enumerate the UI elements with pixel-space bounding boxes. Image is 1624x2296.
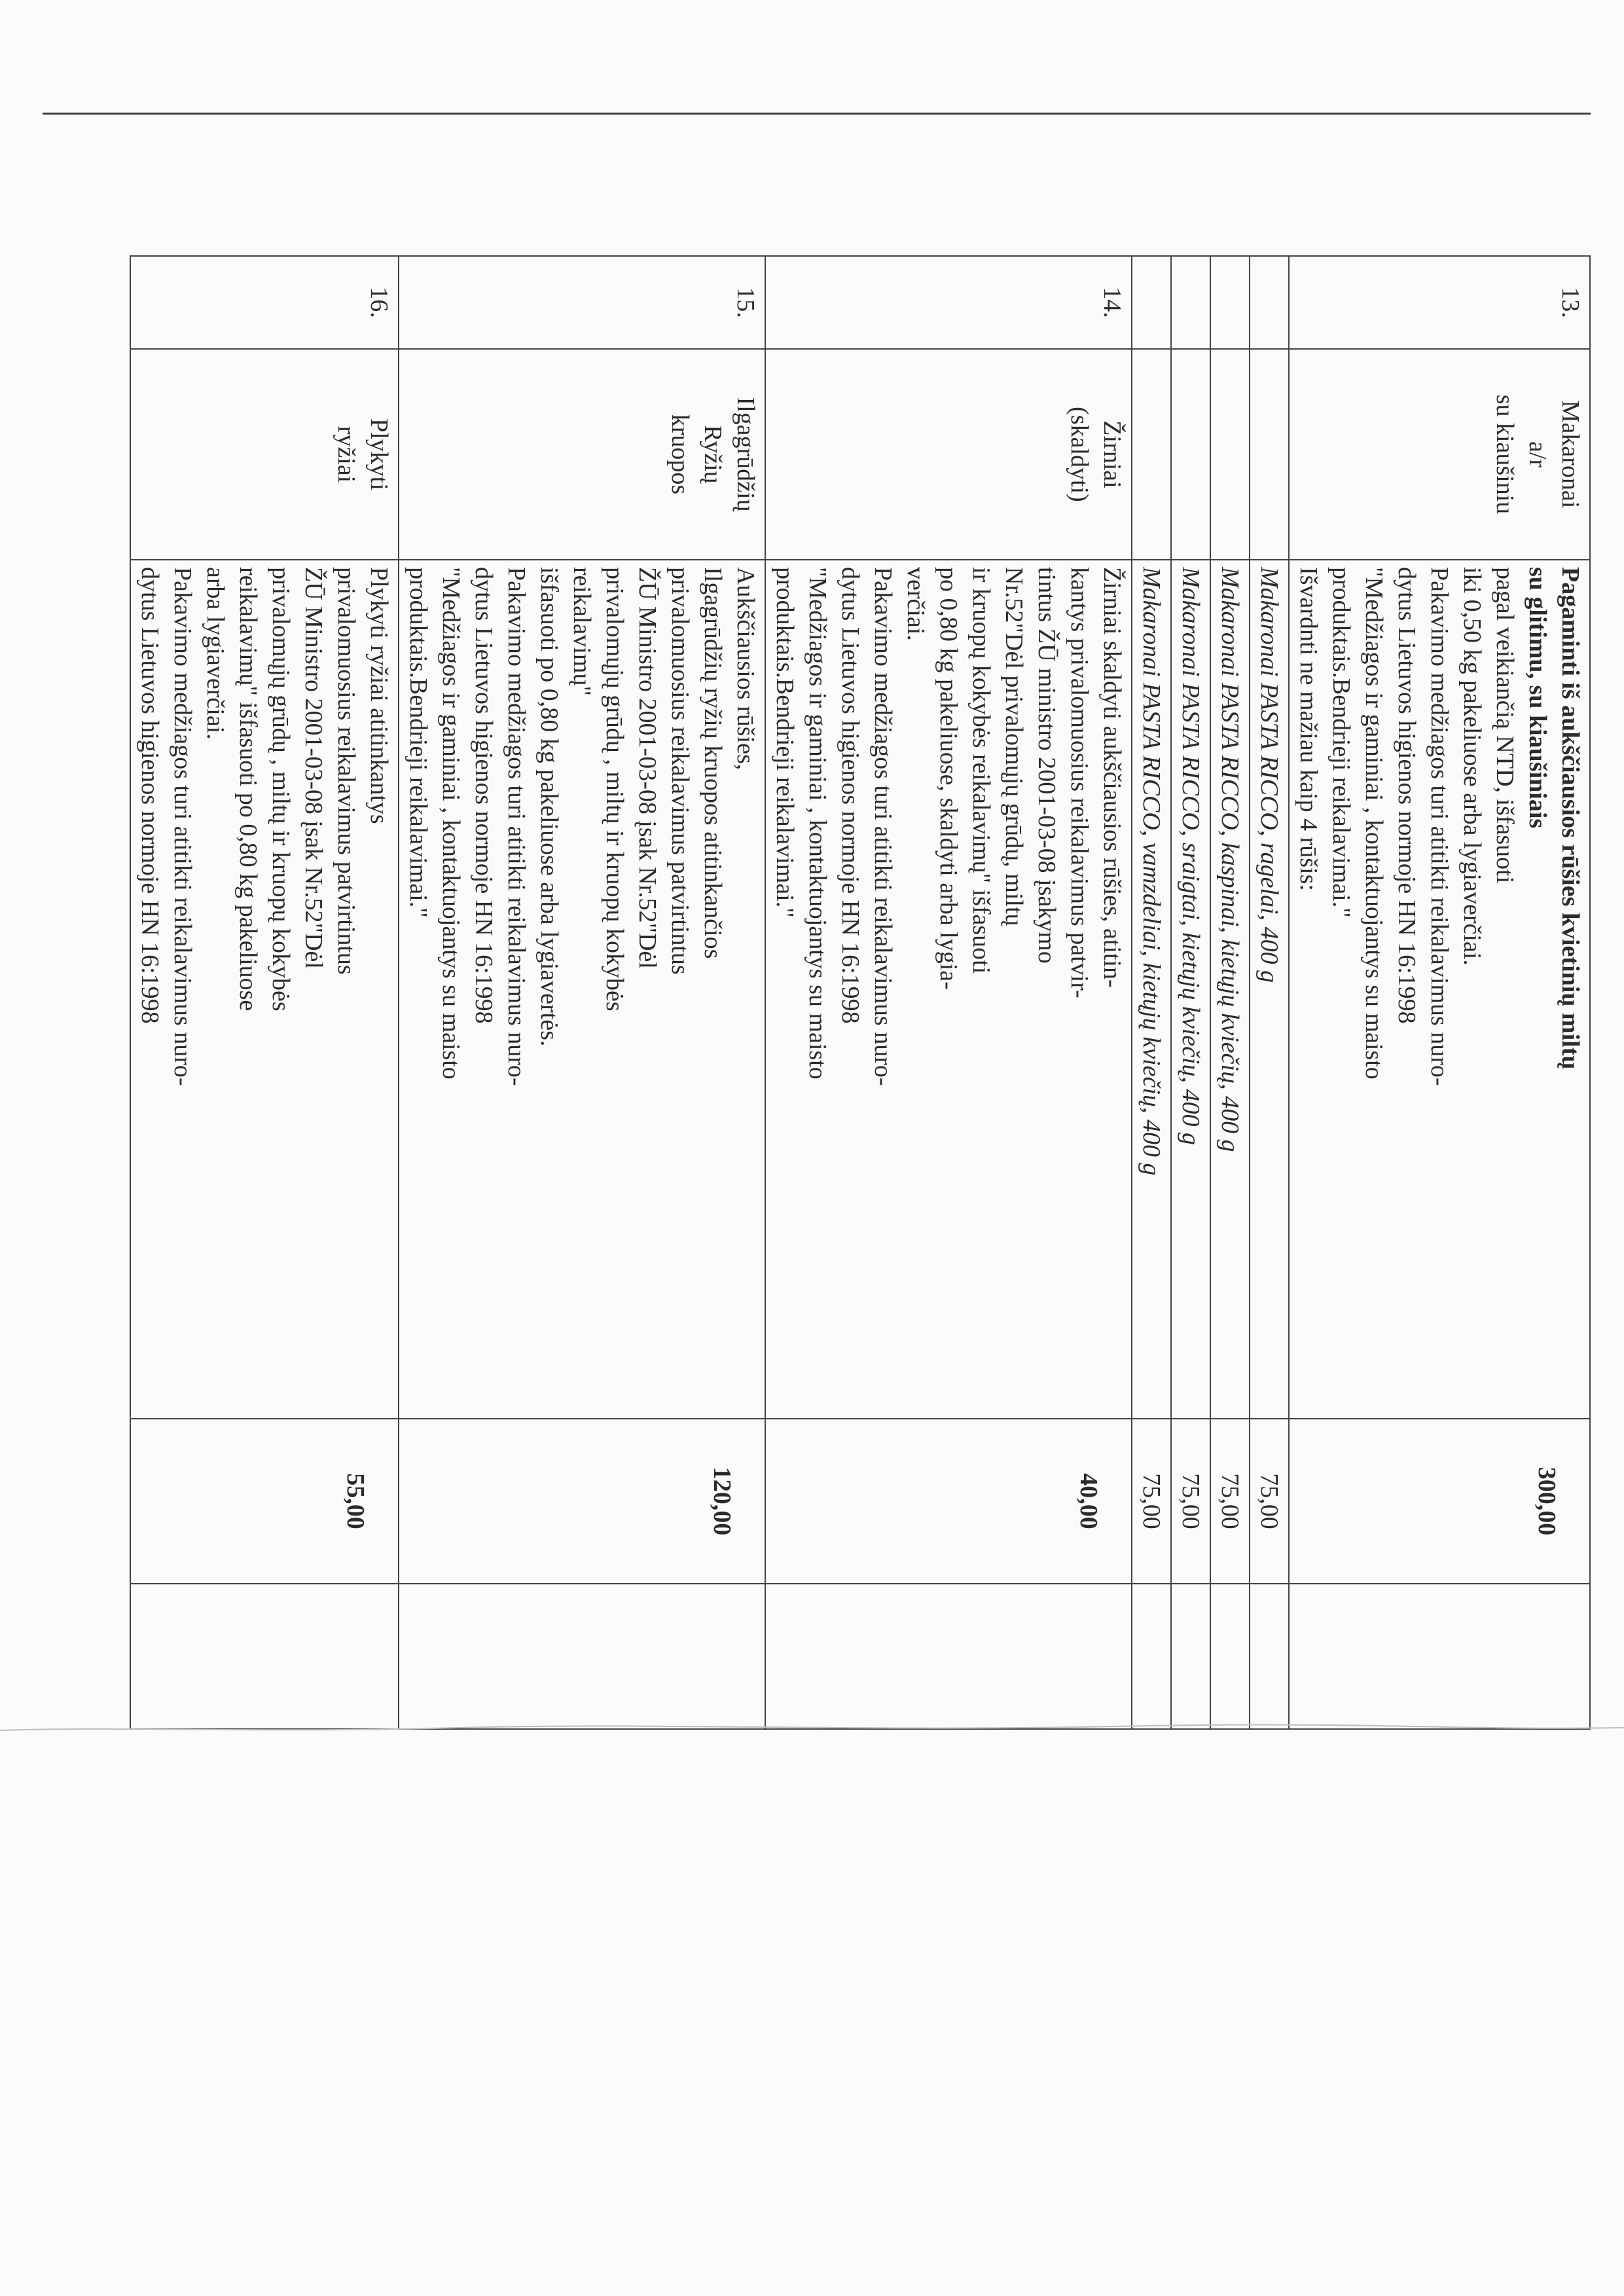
empty-cell xyxy=(1289,1584,1590,1729)
description-line: "Medžiagos ir gaminiai , kontaktuojantys su maisto xyxy=(1360,567,1388,1080)
subitem-price: 75,00 xyxy=(1210,1419,1250,1584)
product-name-line: Plykyti xyxy=(365,418,393,490)
product-name-line: (skaldyti) xyxy=(1066,407,1093,502)
product-name xyxy=(1289,349,1590,560)
product-name xyxy=(399,349,765,560)
description-line: po 0,80 kg pakeliuose, skaldyti arba lygia- xyxy=(935,567,962,990)
product-name-line: kruopos xyxy=(666,414,694,495)
empty-cell xyxy=(1171,1584,1210,1729)
product-name xyxy=(130,349,399,560)
description-line: iki 0,50 kg pakeliuose arba lygiaverčiai. xyxy=(1458,567,1486,966)
description-line: "Medžiagos ir gaminiai , kontaktuojantys su maisto xyxy=(437,567,465,1080)
description-line: produktais.Bendrieji reikalavimai." xyxy=(1327,567,1355,918)
scan-edge-mark xyxy=(0,1719,1624,1745)
description-line: ŽŪ Ministro 2001-03-08 įsak Nr.52"Dėl xyxy=(634,567,661,969)
price-cell: 55,00 xyxy=(130,1419,399,1584)
description-line: produktais.Bendrieji reikalavimai." xyxy=(405,567,432,918)
empty-cell xyxy=(130,1584,399,1729)
description-line: tintus ŽŪ ministro 2001-03-08 įsakymo xyxy=(1033,567,1060,964)
table-row xyxy=(1289,256,1590,1729)
description-line: Ilgagrūdžių ryžių kruopos atitinkančios xyxy=(699,567,727,959)
price-cell: 300,00 xyxy=(1289,1419,1590,1584)
description-line: reikalavimų" xyxy=(568,567,596,696)
subitem-price: 75,00 xyxy=(1250,1419,1289,1584)
description-line: privalomųjų grūdų , miltų ir kruopų kokybės xyxy=(267,567,295,1011)
product-description xyxy=(1289,560,1590,1419)
subitem-row xyxy=(1250,256,1289,1729)
description-line: pagal veikiančią NTD, išfasuoti xyxy=(1491,567,1519,884)
description-line: išfasuoti po 0,80 kg pakeliuose arba lygiavertės. xyxy=(535,567,563,1047)
table-row xyxy=(130,256,399,1729)
product-name-line: Ryžių xyxy=(699,425,727,484)
subitem-row xyxy=(1171,256,1210,1729)
description-line: Pakavimo medžiagos turi atitikti reikalavimus nuro- xyxy=(1426,567,1453,1086)
price-table xyxy=(130,255,1591,1730)
description-line: Žirniai skaldyti aukščiausios rūšies, atitin- xyxy=(1098,567,1126,988)
description-line: verčiai. xyxy=(902,567,929,641)
row-number: 16. xyxy=(130,256,399,349)
description-line: kantys privalomuosius reikalavimus patvir- xyxy=(1066,567,1093,998)
product-name xyxy=(765,349,1132,560)
description-line: reikalavimų" išfasuoti po 0,80 kg pakeliuose xyxy=(234,567,262,1011)
subitem-price: 75,00 xyxy=(1171,1419,1210,1584)
product-name-line: a/r xyxy=(1524,441,1551,468)
description-line: Pakavimo medžiagos turi atitikti reikalavimus nuro- xyxy=(169,567,196,1086)
empty-cell xyxy=(1132,349,1171,560)
description-line: Pakavimo medžiagos turi atitikti reikalavimus nuro- xyxy=(869,567,897,1086)
description-line: Nr.52"Dėl privalomųjų grūdų, miltų xyxy=(1000,567,1028,926)
product-description xyxy=(399,560,765,1419)
empty-cell xyxy=(1171,349,1210,560)
empty-cell xyxy=(1132,256,1171,349)
description-line: dytus Lietuvos higienos normoje HN 16:1998 xyxy=(136,567,164,1024)
subitem-row xyxy=(1132,256,1171,1729)
subitem-text: Makaronai PASTA RICCO, vamzdeliai, kietųjų kviečių, 400 g xyxy=(1132,560,1171,1419)
row-number: 15. xyxy=(399,256,765,349)
empty-cell xyxy=(1210,349,1250,560)
empty-cell xyxy=(1250,1584,1289,1729)
description-line: dytus Lietuvos higienos normoje HN 16:1998 xyxy=(1393,567,1420,1024)
description-line: dytus Lietuvos higienos normoje HN 16:1998 xyxy=(470,567,497,1024)
rotated-table-wrapper xyxy=(43,255,1591,1656)
subitem-price: 75,00 xyxy=(1132,1419,1171,1584)
row-number: 14. xyxy=(765,256,1132,349)
description-line: su glitimu, su kiaušiniais xyxy=(1524,567,1551,829)
description-line: privalomuosius reikalavimus patvirtintus xyxy=(333,567,360,975)
empty-cell xyxy=(765,1584,1132,1729)
price-cell: 40,00 xyxy=(765,1419,1132,1584)
subitem-row xyxy=(1210,256,1250,1729)
subitem-text: Makaronai PASTA RICCO, kaspinai, kietųjų kviečių, 400 g xyxy=(1210,560,1250,1419)
empty-cell xyxy=(1250,349,1289,560)
product-name-line: Žirniai xyxy=(1098,420,1126,488)
empty-cell xyxy=(1171,256,1210,349)
description-line: ŽŪ Ministro 2001-03-08 įsak Nr.52"Dėl xyxy=(300,567,327,969)
product-name-line: su kiaušiniu xyxy=(1491,394,1519,515)
product-description xyxy=(130,560,399,1419)
description-line: Plykyti ryžiai atitinkantys xyxy=(365,567,393,824)
description-line: dytus Lietuvos higienos normoje HN 16:1998 xyxy=(837,567,864,1024)
empty-cell xyxy=(1250,256,1289,349)
row-number: 13. xyxy=(1289,256,1590,349)
product-name-line: Ilgagrūdžių xyxy=(732,397,759,512)
empty-cell xyxy=(1210,256,1250,349)
description-line: "Medžiagos ir gaminiai , kontaktuojantys su maisto xyxy=(804,567,831,1080)
table-row xyxy=(765,256,1132,1729)
description-line: ir kruopų kokybės reikalavimų" išfasuoti xyxy=(967,567,995,974)
description-line: Pagaminti iš aukščiausios rūšies kvietinių miltų xyxy=(1557,567,1584,1070)
empty-cell xyxy=(1210,1584,1250,1729)
description-line: Aukščiausios rūšies, xyxy=(732,567,759,771)
product-description xyxy=(765,560,1132,1419)
description-line: Išvardnti ne mažiau kaip 4 rūšis: xyxy=(1295,567,1322,891)
price-cell: 120,00 xyxy=(399,1419,765,1584)
subitem-text: Makaronai PASTA RICCO, sraigtai, kietųjų kviečių, 400 g xyxy=(1171,560,1210,1419)
empty-cell xyxy=(399,1584,765,1729)
product-name-line: ryžiai xyxy=(333,426,360,483)
product-name-line: Makaronai xyxy=(1557,400,1584,509)
description-line: privalomųjų grūdų , miltų ir kruopų kokybės xyxy=(601,567,628,1011)
description-line: produktais.Bendrieji reikalavimai." xyxy=(771,567,799,918)
table-row xyxy=(399,256,765,1729)
empty-cell xyxy=(1132,1584,1171,1729)
description-line: Pakavimo medžiagos turi atitikti reikalavimus nuro- xyxy=(503,567,530,1086)
description-line: arba lygiaverčiai. xyxy=(202,567,229,740)
description-line: privalomuosius reikalavimus patvirtintus xyxy=(666,567,694,975)
subitem-text: Makaronai PASTA RICCO, ragelai, 400 g xyxy=(1250,560,1289,1419)
